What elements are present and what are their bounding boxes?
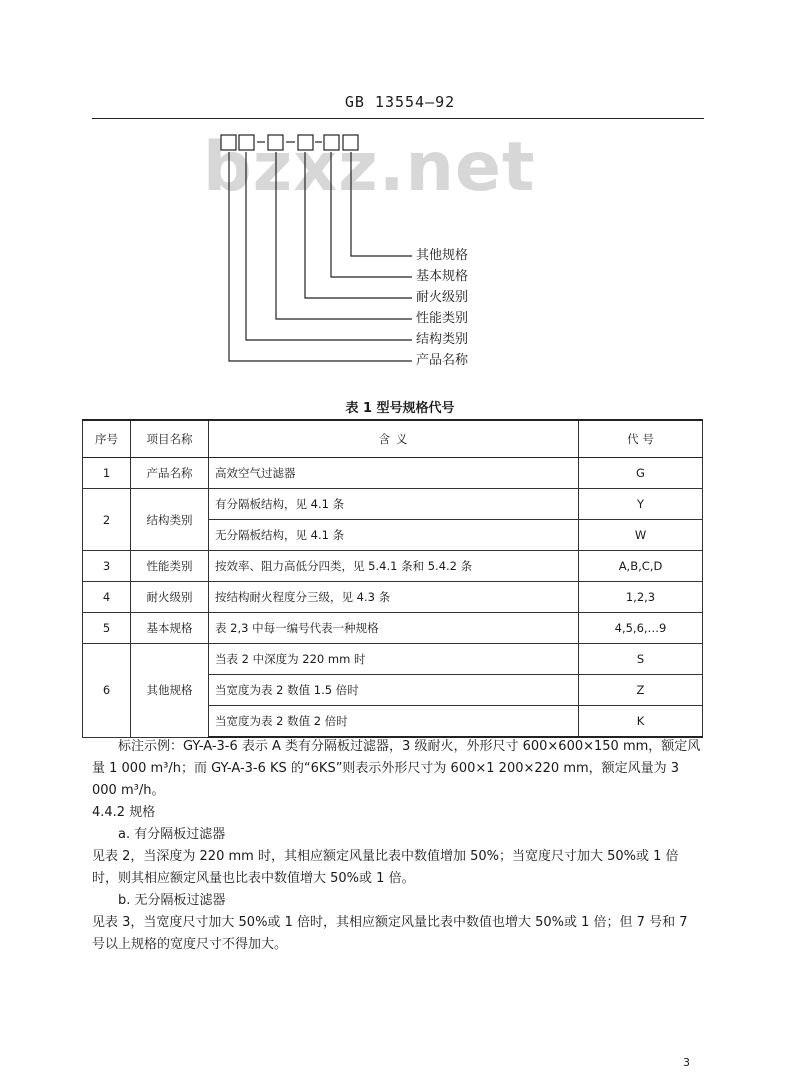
col-header-code: 代 号 <box>579 420 703 458</box>
cell-meaning: 按效率、阻力高低分四类，见 5.4.1 条和 5.4.2 条 <box>209 551 579 582</box>
cell-code: Z <box>579 675 703 706</box>
label-other-spec: 其他规格 <box>416 248 469 263</box>
table-row <box>83 489 703 520</box>
col-header-item: 项目名称 <box>131 420 209 458</box>
table-row <box>83 458 703 489</box>
cell-seq: 5 <box>83 613 131 644</box>
cell-meaning: 高效空气过滤器 <box>209 458 579 489</box>
table-row <box>83 551 703 582</box>
subheading-a: a. 有分隔板过滤器 <box>118 827 226 842</box>
label-structure-class: 结构类别 <box>416 332 469 347</box>
cell-seq: 2 <box>83 489 131 551</box>
cell-meaning: 无分隔板结构，见 4.1 条 <box>209 520 579 551</box>
cell-meaning: 当宽度为表 2 数值 2 倍时 <box>209 706 579 738</box>
paragraph-a: 见表 2，当深度为 220 mm 时，其相应额定风量比表中数值增加 50%；当宽度尺寸加大 50%或 1 倍时，则其相应额定风量也比表中数值增大 50%或 1 倍。 <box>92 849 679 886</box>
cell-code: 4,5,6,…9 <box>579 613 703 644</box>
model-code-diagram <box>0 0 800 380</box>
section-heading: 4.4.2 规格 <box>92 805 156 820</box>
code-box-performance <box>268 135 283 150</box>
table-header-row <box>83 420 703 458</box>
cell-code: G <box>579 458 703 489</box>
cell-code: S <box>579 644 703 675</box>
cell-item: 基本规格 <box>131 613 209 644</box>
cell-item: 产品名称 <box>131 458 209 489</box>
cell-meaning: 当宽度为表 2 数值 1.5 倍时 <box>209 675 579 706</box>
cell-seq: 1 <box>83 458 131 489</box>
code-box-product <box>221 135 236 150</box>
label-fire-rating: 耐火级别 <box>416 290 469 305</box>
paragraph-b: 见表 3，当宽度尺寸加大 50%或 1 倍时，其相应额定风量比表中数值也增大 50%或 1 倍；但 7 号和 7 号以上规格的宽度尺寸不得加大。 <box>92 915 688 952</box>
cell-seq: 4 <box>83 582 131 613</box>
cell-meaning: 按结构耐火程度分三级，见 4.3 条 <box>209 582 579 613</box>
cell-code: Y <box>579 489 703 520</box>
cell-seq: 6 <box>83 644 131 738</box>
code-box-structure <box>239 135 254 150</box>
cell-meaning: 表 2,3 中每一编号代表一种规格 <box>209 613 579 644</box>
cell-code: 1,2,3 <box>579 582 703 613</box>
watermark: bzxz.net <box>203 128 536 207</box>
table-row <box>83 613 703 644</box>
table-caption: 表 1 型号规格代号 <box>345 401 455 416</box>
label-basic-spec: 基本规格 <box>416 269 469 284</box>
col-header-meaning: 含 义 <box>209 420 579 458</box>
model-spec-table <box>82 419 703 738</box>
table-row <box>83 644 703 675</box>
example-paragraph: 标注示例：GY-A-3-6 表示 A 类有分隔板过滤器，3 级耐火，外形尺寸 600×600×150 mm，额定风量 1 000 m³/h；而 GY-A-3-6 KS 的“6KS”则表示外形尺寸为 600×1 200×220 mm，额定风量为 3 000 m³/h。 <box>92 739 701 798</box>
cell-item: 性能类别 <box>131 551 209 582</box>
cell-item: 结构类别 <box>131 489 209 551</box>
table-row <box>83 582 703 613</box>
cell-item: 耐火级别 <box>131 582 209 613</box>
label-product-name: 产品名称 <box>416 353 469 368</box>
code-box-basic <box>324 135 339 150</box>
code-box-fire <box>298 135 313 150</box>
cell-meaning: 有分隔板结构，见 4.1 条 <box>209 489 579 520</box>
code-box-other <box>343 135 358 150</box>
cell-code: K <box>579 706 703 738</box>
cell-item: 其他规格 <box>131 644 209 738</box>
cell-code: W <box>579 520 703 551</box>
col-header-seq: 序号 <box>83 420 131 458</box>
cell-seq: 3 <box>83 551 131 582</box>
subheading-b: b. 无分隔板过滤器 <box>118 893 226 908</box>
cell-meaning: 当表 2 中深度为 220 mm 时 <box>209 644 579 675</box>
standard-header: GB 13554—92 <box>344 93 456 111</box>
page-number: 3 <box>683 1056 690 1069</box>
label-performance-class: 性能类别 <box>416 311 469 326</box>
cell-code: A,B,C,D <box>579 551 703 582</box>
